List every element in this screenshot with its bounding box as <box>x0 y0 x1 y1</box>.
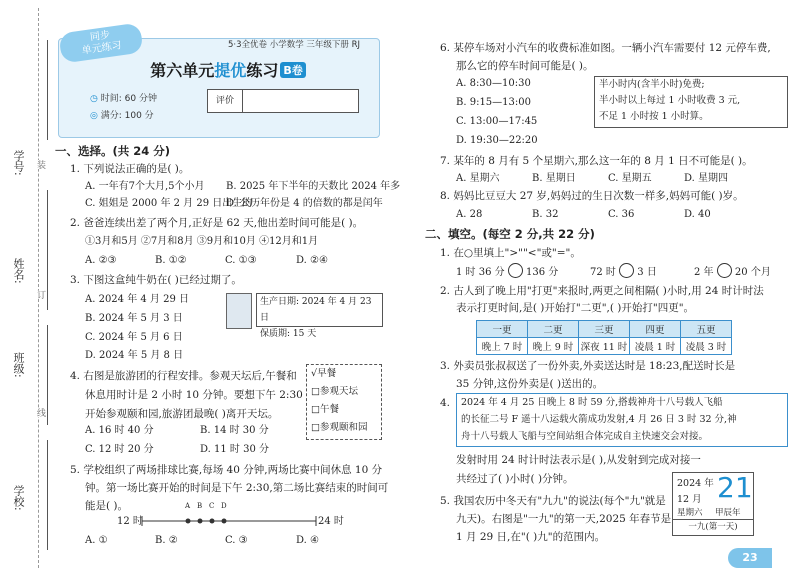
marker-c: C <box>209 502 215 510</box>
table-cell: 凌晨 1 时 <box>630 338 681 355</box>
f2-line2: 表示打更时间,是( )开始打"二更",( )开始打"四更"。 <box>456 302 695 314</box>
f2-line1: 2. 古人到了晚上用"打更"来报时,两更之间相隔( )小时,用 24 时计时法 <box>440 285 764 297</box>
itinerary-item: □参观颐和园 <box>311 422 368 433</box>
q5-option-a[interactable]: A. ① <box>85 535 108 546</box>
empty-box-icon: □ <box>311 422 320 433</box>
q4-option-b[interactable]: B. 14 时 30 分 <box>200 425 269 436</box>
q2-option-a[interactable]: A. ②③ <box>85 255 117 266</box>
watch-schedule-table <box>476 320 732 355</box>
f4-line2: 共经过了( )小时( )分钟。 <box>456 473 574 485</box>
itinerary-item: □参观天坛 <box>311 386 358 397</box>
q1-stem: 1. 下列说法正确的是( )。 <box>70 163 190 175</box>
time-info <box>90 91 157 104</box>
f1-pair-a: 1 时 36 分 136 分 <box>456 263 558 280</box>
itinerary-item: □午餐 <box>311 404 339 415</box>
q3-option-b[interactable]: B. 2024 年 5 月 3 日 <box>85 313 183 324</box>
fee-line1: 半小时内(含半小时)免费; <box>599 79 705 90</box>
f4-line1: 发射时用 24 时计时法表示是( ),从发射到完成对接一 <box>456 454 701 466</box>
table-header-row <box>477 321 732 338</box>
score-text: 满分: 100 分 <box>100 111 154 121</box>
q7-option-d[interactable]: D. 星期四 <box>684 173 729 184</box>
q4-option-a[interactable]: A. 16 时 40 分 <box>85 425 154 436</box>
mark-ding: 订 <box>35 290 45 299</box>
title-part3: 练习 <box>246 61 279 80</box>
cal-year: 2024 年 <box>677 478 714 489</box>
q6-line2: 那么它的停车时间可能是( )。 <box>456 60 594 72</box>
label-class: 班级: <box>12 352 25 378</box>
empty-box-icon: □ <box>311 386 320 397</box>
binding-line <box>38 8 39 568</box>
q2-stem: 2. 爸爸连续出差了两个月,正好是 62 天,他出差时间可能是( )。 <box>70 217 364 229</box>
table-header: 三更 <box>579 321 630 338</box>
fill-line-school <box>47 440 48 550</box>
table-cell: 凌晨 3 时 <box>681 338 732 355</box>
time-text: 时间: 60 分钟 <box>100 94 157 104</box>
q5-option-b[interactable]: B. ② <box>155 535 178 546</box>
label-school: 学校: <box>12 485 25 511</box>
q8-option-a[interactable]: A. 28 <box>456 209 483 220</box>
title-part1: 第六单元 <box>150 61 215 80</box>
compare-circle[interactable] <box>717 263 732 278</box>
q6-option-c[interactable]: C. 13:00—17:45 <box>456 116 538 127</box>
page-title <box>118 58 338 81</box>
q1-option-d[interactable]: D. 公历年份是 4 的倍数的都是闰年 <box>226 198 383 209</box>
table-cell: 晚上 9 时 <box>528 338 579 355</box>
numberline-left-label: 12 时 <box>117 516 143 527</box>
q3-option-d[interactable]: D. 2024 年 5 月 8 日 <box>85 350 184 361</box>
time-number-line <box>140 512 320 530</box>
fill-line-id <box>47 40 48 140</box>
news-line3: 舟十八号载人飞船与空间站组合体完成自主快速交会对接。 <box>461 431 709 442</box>
q4-line1: 4. 右图是旅游团的行程安排。参观天坛后,午餐和 <box>70 370 297 382</box>
fill-line-class <box>47 325 48 425</box>
clock-icon: ◷ <box>90 94 98 104</box>
badge-line2: 单元练习 <box>81 40 123 57</box>
check-icon: √ <box>311 368 318 379</box>
q4-option-c[interactable]: C. 12 时 20 分 <box>85 444 154 455</box>
calendar-page <box>672 472 754 536</box>
q1-option-c[interactable]: C. 姐姐是 2000 年 2 月 29 日出生的 <box>85 198 253 209</box>
q3-option-a[interactable]: A. 2024 年 4 月 29 日 <box>85 294 190 305</box>
f1-stem: 1. 在○里填上">""<"或"="。 <box>440 247 581 259</box>
q7-option-b[interactable]: B. 星期日 <box>532 173 576 184</box>
label-id: 学号: <box>12 150 25 176</box>
q5-option-c[interactable]: C. ③ <box>225 535 248 546</box>
cal-day: 21 <box>717 471 753 504</box>
q4-option-d[interactable]: D. 11 时 30 分 <box>200 444 270 455</box>
milk-label-box <box>256 293 383 339</box>
q2-choices: ①3月和5月 ②7月和8月 ③9月和10月 ④12月和1月 <box>85 236 319 247</box>
cal-weekday: 星期六 <box>677 508 703 518</box>
score-info <box>90 108 154 121</box>
q6-line1: 6. 某停车场对小汽车的收费标准如图。一辆小汽车需要付 12 元停车费, <box>440 42 771 54</box>
table-header: 一更 <box>477 321 528 338</box>
marker-b: B <box>197 502 203 510</box>
page-number: 23 <box>728 548 772 568</box>
milk-shelf-life: 保质期: 15 天 <box>260 329 317 339</box>
q7-option-c[interactable]: C. 星期五 <box>608 173 652 184</box>
q5-line3: 能是( )。 <box>85 500 129 512</box>
section-choice-title: 一、选择。(共 24 分) <box>55 144 171 158</box>
cal-month: 12 月 <box>677 494 702 505</box>
evaluation-box[interactable] <box>207 89 359 113</box>
f4-number: 4. <box>440 397 451 409</box>
eval-label: 评价 <box>208 90 243 112</box>
f3-line1: 3. 外卖员张叔叔送了一份外卖,外卖送达时是 18:23,配送时长是 <box>440 360 736 372</box>
q3-option-c[interactable]: C. 2024 年 5 月 6 日 <box>85 332 183 343</box>
label-name: 姓名: <box>12 258 25 284</box>
q5-line2: 钟。第一场比赛开始的时间是下午 2:30,第二场比赛结束的时间可 <box>85 482 389 494</box>
q2-option-c[interactable]: C. ①③ <box>225 255 257 266</box>
table-cell: 深夜 11 时 <box>579 338 630 355</box>
cal-ganzhi: 甲辰年 <box>715 508 741 518</box>
fee-line3: 不足 1 小时按 1 小时算。 <box>599 111 709 122</box>
q6-option-a[interactable]: A. 8:30—10:30 <box>456 78 531 89</box>
section-fill-title: 二、填空。(每空 2 分,共 22 分) <box>425 227 595 241</box>
parking-fee-box <box>594 76 788 128</box>
q2-option-d[interactable]: D. ②④ <box>296 255 328 266</box>
f1-pair-b: 72 时 3 日 <box>590 263 657 280</box>
q2-option-b[interactable]: B. ①② <box>155 255 187 266</box>
q8-option-b[interactable]: B. 32 <box>532 209 559 220</box>
f1-pair-c: 2 年 20 个月 <box>694 263 771 280</box>
q5-line1: 5. 学校组织了两场排球比赛,每场 40 分钟,两场比赛中间休息 10 分 <box>70 464 383 476</box>
cal-footer: 一九(第一天) <box>673 519 753 532</box>
compare-circle[interactable] <box>508 263 523 278</box>
q1-option-a[interactable]: A. 一年有7个大月,5个小月 <box>85 181 205 192</box>
table-header: 二更 <box>528 321 579 338</box>
f5-line1: 5. 我国农历中冬天有"九九"的说法(每个"九"就是 <box>440 495 666 507</box>
itinerary-box <box>306 364 382 440</box>
marker-d: D <box>221 502 227 510</box>
news-line1: 2024 年 4 月 25 日晚上 8 时 59 分,搭载神舟十八号载人飞船 <box>461 397 723 408</box>
q8-stem: 8. 妈妈比豆豆大 27 岁,妈妈过的生日次数一样多,妈妈可能( )岁。 <box>440 190 744 202</box>
news-box <box>456 393 788 447</box>
q4-line2: 休息用时计是 2 小时 10 分钟。要想下午 2:30 <box>85 389 303 401</box>
f5-line2: 九天)。右图是"一九"的第一天,2025 年春节是 <box>456 513 672 525</box>
empty-box-icon: □ <box>311 404 320 415</box>
q3-stem: 3. 下图这盒纯牛奶在( )已经过期了。 <box>70 274 242 286</box>
itinerary-item: √早餐 <box>311 368 337 379</box>
news-line2: 的长征二号 F 遥十八运载火箭成功发射,4 月 26 日 3 时 32 分,神 <box>461 414 737 425</box>
f5-line3: 1 月 29 日,在"( )九"的范围内。 <box>456 531 606 543</box>
q5-option-d[interactable]: D. ④ <box>296 535 319 546</box>
mark-zhuang: 装 <box>35 160 45 169</box>
numberline-right-label: 24 时 <box>318 516 344 527</box>
table-row <box>477 338 732 355</box>
q1-option-b[interactable]: B. 2025 年下半年的天数比 2024 年多 <box>226 181 401 192</box>
title-part2: 提优 <box>214 61 247 80</box>
q4-line3: 开始参观颐和园,旅游团最晚( )离开天坛。 <box>85 408 279 420</box>
title-tag: B卷 <box>280 62 305 78</box>
badge-line1: 同步 <box>89 29 111 44</box>
q8-option-c[interactable]: C. 36 <box>608 209 635 220</box>
milk-carton-icon <box>226 293 252 329</box>
table-header: 五更 <box>681 321 732 338</box>
fee-line2: 半小时以上每过 1 小时收费 3 元, <box>599 95 741 106</box>
q7-stem: 7. 某年的 8 月有 5 个星期六,那么这一年的 8 月 1 日不可能是( )。 <box>440 155 753 167</box>
milk-production-date: 生产日期: 2024 年 4 月 23 日 <box>260 297 372 323</box>
mark-xian: 线 <box>35 408 45 417</box>
fill-line-name <box>47 190 48 310</box>
brand-line: 5·3全优卷 小学数学 三年级下册 RJ <box>228 40 361 50</box>
marker-a: A <box>185 502 191 510</box>
table-cell: 晚上 7 时 <box>477 338 528 355</box>
f3-line2: 35 分钟,这份外卖是( )送出的。 <box>456 378 604 390</box>
table-header: 四更 <box>630 321 681 338</box>
compare-circle[interactable] <box>619 263 634 278</box>
q6-option-d[interactable]: D. 19:30—22:20 <box>456 135 538 146</box>
q6-option-b[interactable]: B. 9:15—13:00 <box>456 97 531 108</box>
q7-option-a[interactable]: A. 星期六 <box>456 173 500 184</box>
q8-option-d[interactable]: D. 40 <box>684 209 711 220</box>
score-icon: ◎ <box>90 111 98 121</box>
